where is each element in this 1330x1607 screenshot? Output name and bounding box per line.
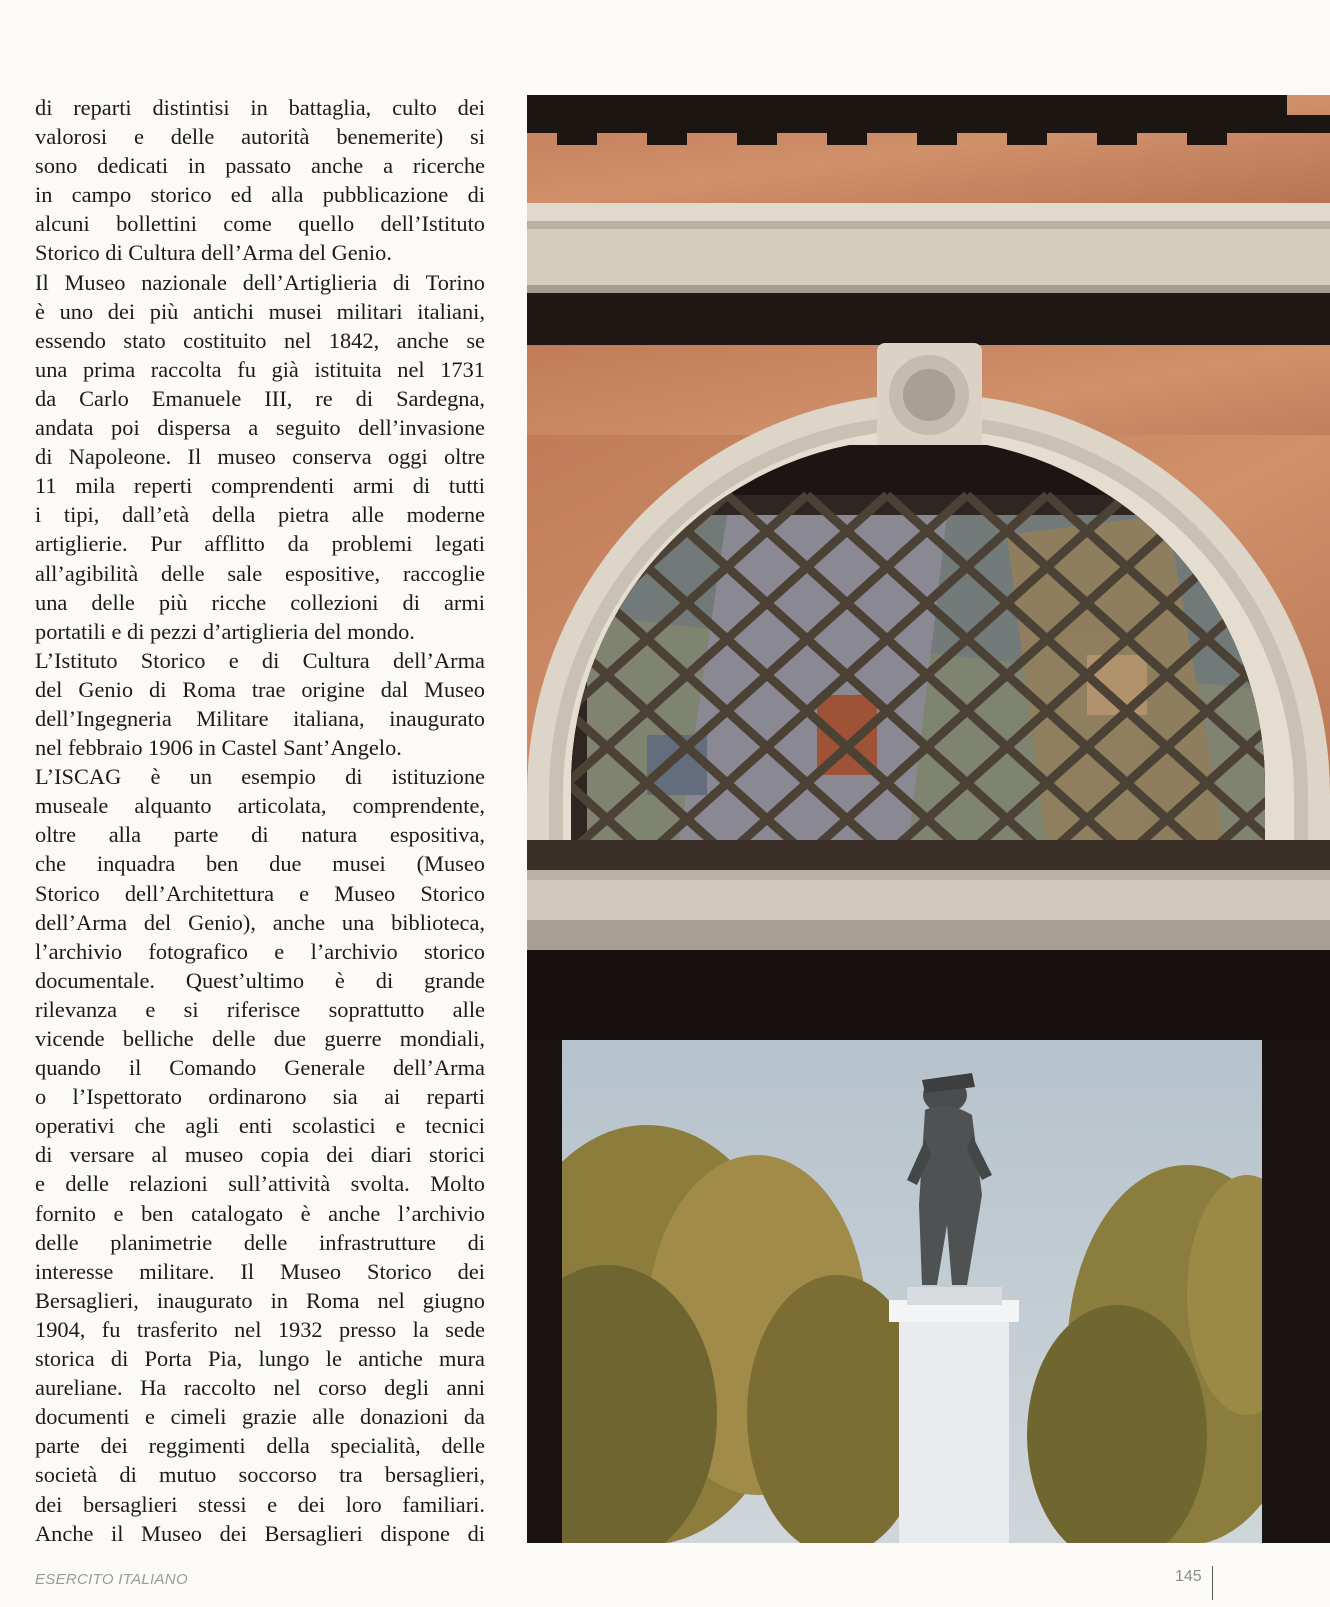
article-line: l’archivio fotografico e l’archivio storico bbox=[35, 938, 485, 964]
article-line: aureliane. Ha raccolto nel corso degli anni bbox=[35, 1375, 485, 1401]
article-line: di Napoleone. Il museo conserva oggi oltre bbox=[35, 444, 485, 470]
article-line: dell’Arma del Genio), anche una biblioteca, bbox=[35, 909, 485, 935]
article-line: Il Museo nazionale dell’Artiglieria di Torino bbox=[35, 269, 485, 295]
article-line: 11 mila reperti comprendenti armi di tutti bbox=[35, 473, 485, 499]
article-line: che inquadra ben due musei (Museo bbox=[35, 851, 485, 877]
left-jamb bbox=[527, 1040, 562, 1543]
article-line: portatili e di pezzi d’artiglieria del mondo. bbox=[35, 618, 415, 644]
article-line: artiglierie. Pur afflitto da problemi legati bbox=[35, 531, 485, 557]
article-line: di reparti distintisi in battaglia, culto dei bbox=[35, 95, 485, 120]
photo-illustration bbox=[527, 95, 1330, 1543]
article-line: in campo storico ed alla pubblicazione di bbox=[35, 182, 485, 208]
article-line: documentale. Quest’ultimo è di grande bbox=[35, 967, 485, 993]
article-line: parte dei reggimenti della specialità, delle bbox=[35, 1433, 485, 1459]
transom-beam bbox=[527, 840, 1330, 870]
publication-name: ESERCITO ITALIANO bbox=[35, 1571, 188, 1588]
article-line: dei bersaglieri stessi e dei loro familiari. bbox=[35, 1491, 485, 1517]
article-line: Storico dell’Architettura e Museo Storico bbox=[35, 880, 485, 906]
article-line: 1904, fu trasferito nel 1932 presso la sede bbox=[35, 1316, 485, 1342]
article-line: quando il Comando Generale dell’Arma bbox=[35, 1055, 485, 1081]
article-line: di versare al museo copia dei diari storici bbox=[35, 1142, 485, 1168]
article-line: delle planimetrie delle infrastrutture di bbox=[35, 1229, 485, 1255]
article-line: una prima raccolta fu già istituita nel 1731 bbox=[35, 356, 485, 382]
article-line: rilevanza e si riferisce soprattutto alle bbox=[35, 996, 485, 1022]
article-text-column bbox=[35, 93, 485, 1548]
article-line: documenti e cimeli grazie alle donazioni da bbox=[35, 1404, 485, 1430]
article-line: Storico di Cultura dell’Arma del Genio. bbox=[35, 240, 392, 266]
article-line: all’agibilità delle sale espositive, raccoglie bbox=[35, 560, 485, 586]
article-line: vicende belliche delle due guerre mondiali, bbox=[35, 1026, 485, 1051]
cornice-band bbox=[527, 203, 1330, 221]
article-line: nel febbraio 1906 in Castel Sant’Angelo. bbox=[35, 735, 402, 761]
article-line: e delle relazioni sull’attività svolta. Molto bbox=[35, 1171, 485, 1197]
article-line: alcuni bollettini come quello dell’Istituto bbox=[35, 211, 485, 237]
article-line: dell’Ingegneria Militare italiana, inaugurato bbox=[35, 705, 485, 731]
article-line: fornito e ben catalogato è anche l’archivio bbox=[35, 1200, 485, 1226]
article-line: oltre alla parte di natura espositiva, bbox=[35, 822, 485, 848]
article-line: essendo stato costituito nel 1842, anche se bbox=[35, 327, 485, 353]
article-line: da Carlo Emanuele III, re di Sardegna, bbox=[35, 385, 485, 411]
article-line: Anche il Museo dei Bersaglieri dispone di bbox=[35, 1520, 485, 1546]
article-line: Bersaglieri, inaugurato in Roma nel giugno bbox=[35, 1287, 485, 1313]
article-line: o l’Ispettorato ordinarono sia ai reparti bbox=[35, 1084, 485, 1110]
porta-pia-photo bbox=[527, 95, 1330, 1543]
article-line: L’ISCAG è un esempio di istituzione bbox=[35, 764, 485, 790]
article-line: operativi che agli enti scolastici e tecnici bbox=[35, 1113, 485, 1139]
page-number: 145 bbox=[1175, 1568, 1202, 1585]
article-line: società di mutuo soccorso tra bersaglieri, bbox=[35, 1462, 485, 1488]
article-line: museale alquanto articolata, comprendente, bbox=[35, 793, 485, 819]
article-line: del Genio di Roma trae origine dal Museo bbox=[35, 676, 485, 702]
article-line: è uno dei più antichi musei militari italiani, bbox=[35, 298, 485, 324]
dentil-cornice bbox=[527, 95, 1330, 145]
article-line: i tipi, dall’età della pietra alle moderne bbox=[35, 502, 485, 528]
article-line: valorosi e delle autorità benemerite) si bbox=[35, 124, 485, 150]
article-line: L’Istituto Storico e di Cultura dell’Arma bbox=[35, 647, 485, 673]
article-line: interesse militare. Il Museo Storico dei bbox=[35, 1258, 485, 1284]
page-number-rule bbox=[1212, 1566, 1213, 1600]
article-line: andata poi dispersa a seguito dell’invasione bbox=[35, 415, 485, 441]
article-line: una delle più ricche collezioni di armi bbox=[35, 589, 485, 615]
article-line: sono dedicati in passato anche a ricerche bbox=[35, 153, 485, 179]
doorway-view bbox=[527, 1040, 1307, 1543]
right-jamb bbox=[1262, 1040, 1330, 1543]
article-line: storica di Porta Pia, lungo le antiche mura bbox=[35, 1346, 485, 1372]
